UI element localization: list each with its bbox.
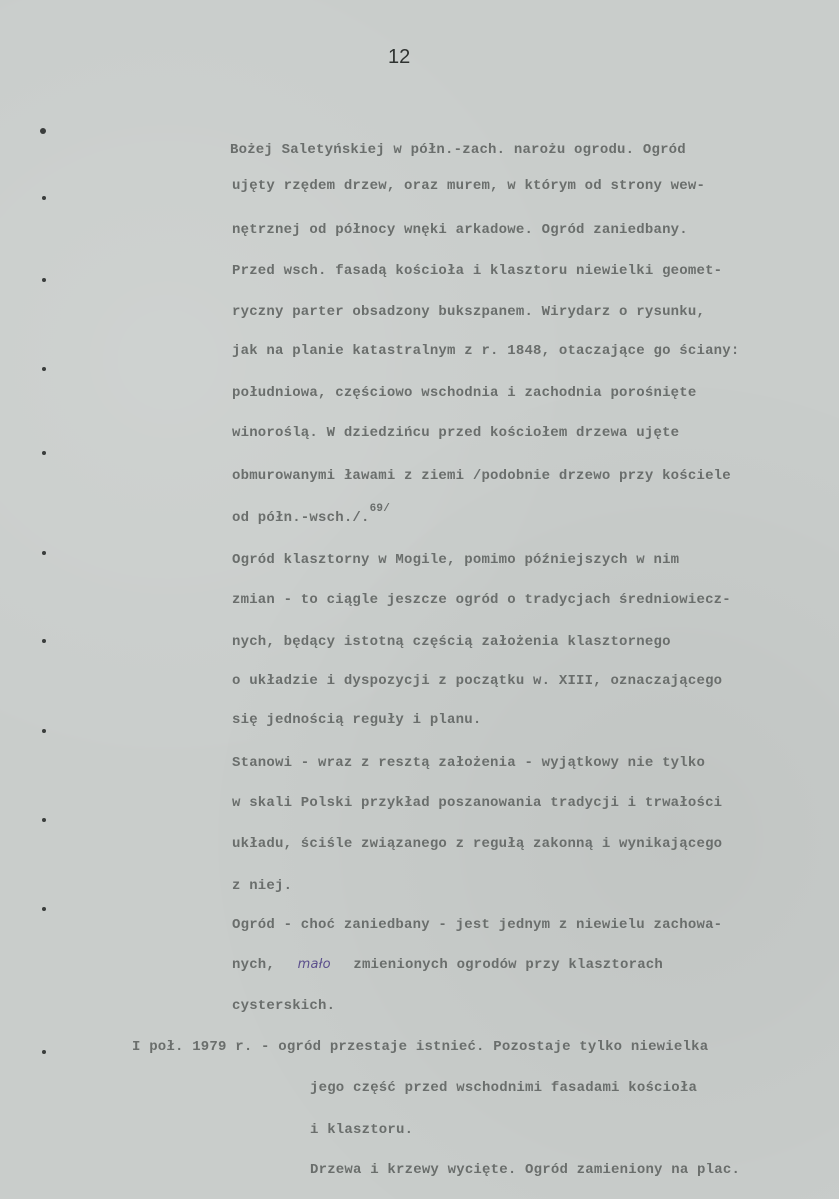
- text-line: Stanowi - wraz z resztą założenia - wyjątkowy nie tylko: [232, 755, 706, 771]
- margin-mark: [42, 551, 46, 555]
- margin-mark: [42, 278, 46, 282]
- text-line: jego część przed wschodnimi fasadami kościoła: [310, 1080, 698, 1096]
- text-line: nych, będący istotną częścią założenia klasztornego: [232, 634, 671, 650]
- margin-mark: [40, 128, 46, 134]
- text-line: Ogród klasztorny w Mogile, pomimo późniejszych w nim: [232, 552, 680, 568]
- text-line-with-insert: [232, 957, 663, 973]
- text-line: o układzie i dyspozycji z początku w. XIII, oznaczającego: [232, 673, 723, 689]
- text-line: nętrznej od północy wnęki arkadowe. Ogród zaniedbany.: [232, 222, 688, 238]
- margin-mark: [42, 639, 46, 643]
- text-line: jak na planie katastralnym z r. 1848, otaczające go ściany:: [232, 343, 740, 359]
- text-line: ryczny parter obsadzony bukszpanem. Wirydarz o rysunku,: [232, 304, 706, 320]
- text-fragment: nych,: [232, 957, 276, 973]
- text-line: Bożej Saletyńskiej w półn.-zach. narożu ogrodu. Ogród: [230, 142, 686, 158]
- margin-mark: [42, 451, 46, 455]
- margin-mark: [42, 729, 46, 733]
- text-line: winoroślą. W dziedzińcu przed kościołem drzewa ujęte: [232, 425, 680, 441]
- margin-mark: [42, 196, 46, 200]
- text-fragment: zmienionych ogrodów przy klasztorach: [353, 957, 664, 973]
- text-line: Przed wsch. fasadą kościoła i klasztoru niewielki geomet-: [232, 263, 723, 279]
- margin-mark: [42, 907, 46, 911]
- text-line: się jednością reguły i planu.: [232, 712, 482, 728]
- margin-mark: [42, 818, 46, 822]
- margin-mark: [42, 367, 46, 371]
- dated-entry-line: I poł. 1979 r. - ogród przestaje istnieć. Pozostaje tylko niewielka: [132, 1039, 709, 1055]
- text-line: z niej.: [232, 878, 293, 894]
- margin-mark: [42, 1050, 46, 1054]
- text-line: zmian - to ciągle jeszcze ogród o tradycjach średniowiecz-: [232, 592, 731, 608]
- text-line-with-footnote: [232, 503, 391, 526]
- text-line: ujęty rzędem drzew, oraz murem, w którym od strony wew-: [232, 178, 706, 194]
- text-line: w skali Polski przykład poszanowania tradycji i trwałości: [232, 795, 723, 811]
- text-line: cysterskich.: [232, 998, 336, 1014]
- footnote-reference: 69/: [369, 503, 391, 515]
- text-line: południowa, częściowo wschodnia i zachodnia porośnięte: [232, 385, 697, 401]
- text-line: Drzewa i krzewy wycięte. Ogród zamieniony na plac.: [310, 1162, 741, 1178]
- text-line: i klasztoru.: [310, 1122, 414, 1138]
- text-line: obmurowanymi ławami z ziemi /podobnie drzewo przy kościele: [232, 468, 731, 484]
- page-number: 12: [388, 46, 411, 68]
- handwritten-insert: mało: [297, 957, 331, 972]
- text-line: Ogród - choć zaniedbany - jest jednym z niewielu zachowa-: [232, 917, 723, 933]
- text-fragment: od półn.-wsch./.: [232, 510, 370, 526]
- text-line: układu, ściśle związanego z regułą zakonną i wynikającego: [232, 836, 723, 852]
